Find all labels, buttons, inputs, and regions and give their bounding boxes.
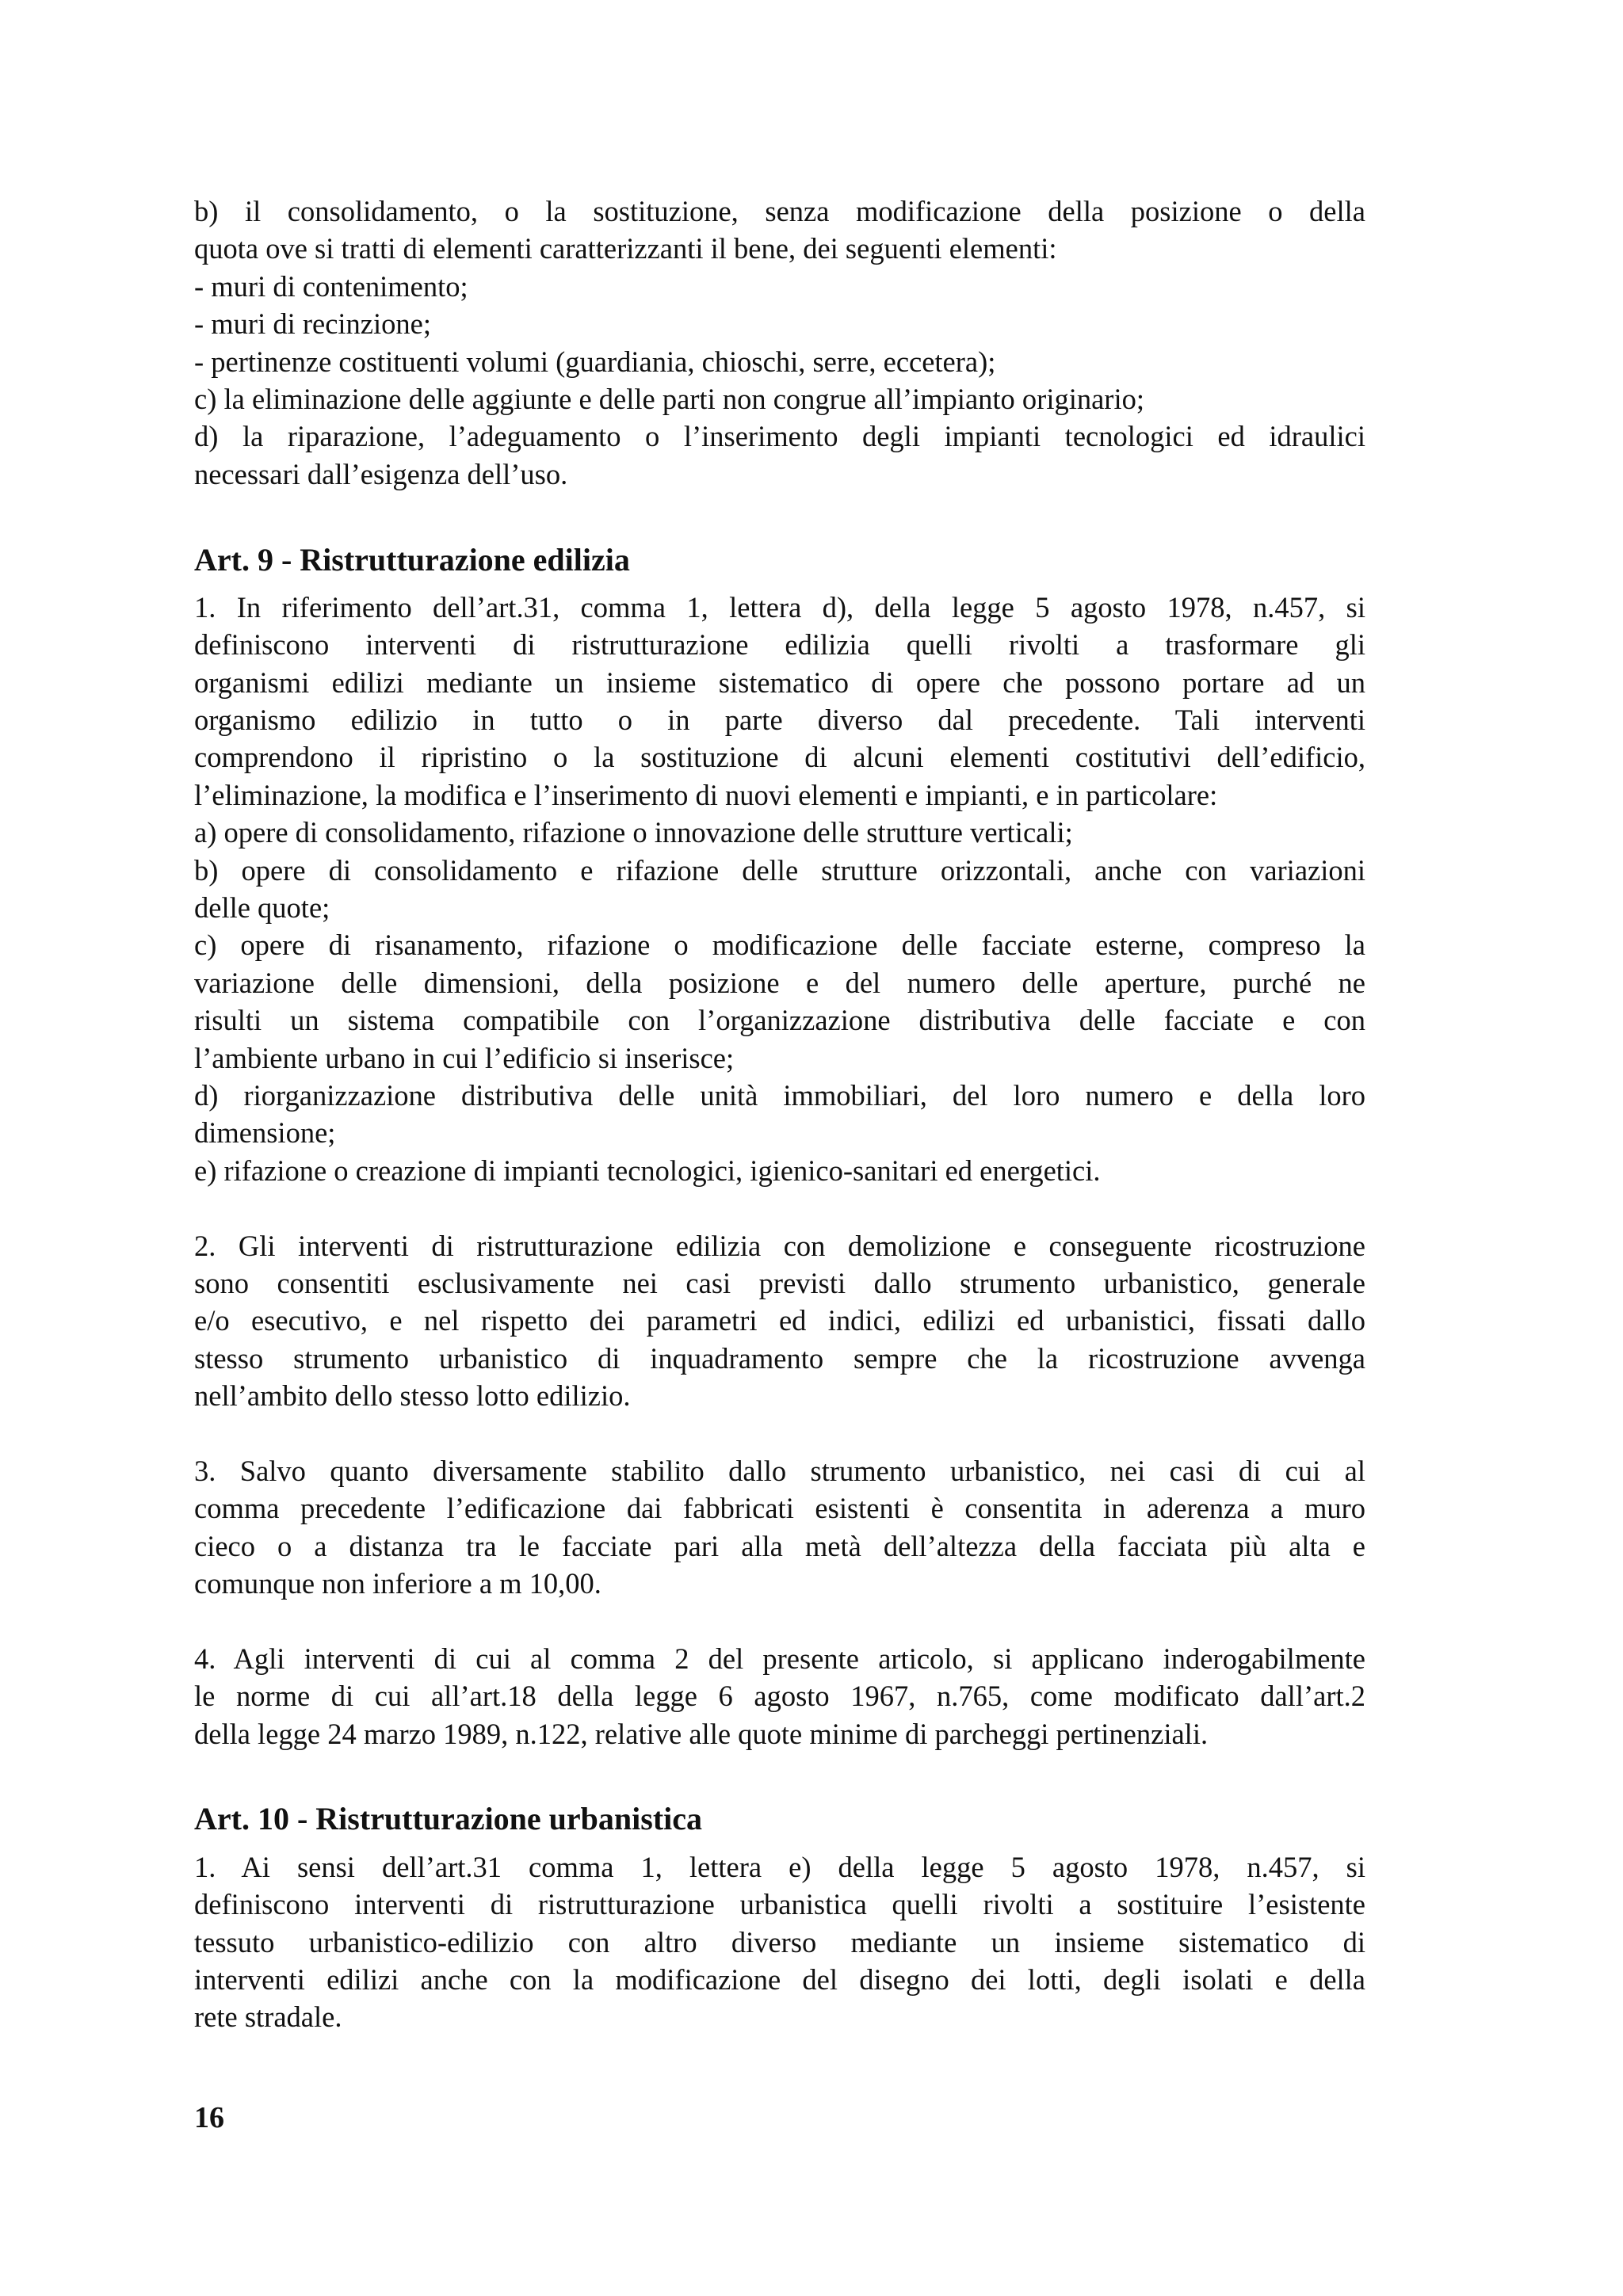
article-9-comma-4 — [194, 1640, 1365, 1753]
text-line: - muri di contenimento; — [194, 269, 468, 303]
text-line: l’eliminazione, la modifica e l’inserimento di nuovi elementi e impianti, e in particolare: — [194, 778, 1218, 811]
text-line: definiscono interventi di ristrutturazione edilizia quelli rivolti a trasformare gli — [194, 628, 1365, 662]
text-line: le norme di cui all’art.18 della legge 6 agosto 1967, n.765, come modificato dall’art.2 — [194, 1680, 1365, 1713]
text-line: organismi edilizi mediante un insieme sistematico di opere che possono portare ad un — [194, 666, 1365, 699]
text-line: a) opere di consolidamento, rifazione o innovazione delle strutture verticali; — [194, 816, 1073, 849]
text-line: sono consentiti esclusivamente nei casi previsti dallo strumento urbanistico, generale — [194, 1266, 1365, 1299]
text-line: della legge 24 marzo 1989, n.122, relative alle quote minime di parcheggi pertinenziali. — [194, 1717, 1209, 1750]
text-line: e/o esecutivo, e nel rispetto dei parametri ed indici, edilizi ed urbanistici, fissati dallo — [194, 1304, 1365, 1337]
text-line: b) opere di consolidamento e rifazione delle strutture orizzontali, anche con variazioni — [194, 853, 1365, 887]
page-number: 16 — [194, 2101, 224, 2134]
article-10-comma-1 — [194, 1848, 1365, 2036]
article-10-heading: Art. 10 - Ristrutturazione urbanistica — [194, 1801, 703, 1837]
text-line: necessari dall’esigenza dell’uso. — [194, 457, 568, 490]
article-9-heading: Art. 9 - Ristrutturazione edilizia — [194, 541, 630, 578]
text-line: interventi edilizi anche con la modificazione del disegno dei lotti, degli isolati e della — [194, 1962, 1365, 1996]
text-line: cieco o a distanza tra le facciate pari alla metà dell’altezza della facciata più alta e — [194, 1529, 1365, 1562]
text-line: comma precedente l’edificazione dai fabbricati esistenti è consentita in aderenza a muro — [194, 1492, 1365, 1525]
text-line: tessuto urbanistico-edilizio con altro diverso mediante un insieme sistematico di — [194, 1925, 1365, 1958]
spacer — [194, 493, 1365, 530]
article-9-comma-2 — [194, 1227, 1365, 1415]
text-line: nell’ambito dello stesso lotto edilizio. — [194, 1379, 631, 1413]
text-line: 1. In riferimento dell’art.31, comma 1, lettera d), della legge 5 agosto 1978, n.457, si — [194, 590, 1365, 624]
text-line: organismo edilizio in tutto o in parte diverso dal precedente. Tali interventi — [194, 704, 1365, 737]
text-line: l’ambiente urbano in cui l’edificio si inserisce; — [194, 1041, 735, 1074]
text-line: - muri di recinzione; — [194, 307, 431, 341]
text-line: d) riorganizzazione distributiva delle unità immobiliari, del loro numero e della loro — [194, 1078, 1365, 1112]
text-line: comunque non inferiore a m 10,00. — [194, 1567, 601, 1600]
text-line: risulti un sistema compatibile con l’organizzazione distributiva delle facciate e con — [194, 1004, 1365, 1037]
text-line: delle quote; — [194, 891, 330, 925]
text-line: definiscono interventi di ristrutturazione urbanistica quelli rivolti a sostituire l’esistente — [194, 1888, 1365, 1921]
text-line: dimensione; — [194, 1116, 336, 1150]
text-line: - pertinenze costituenti volumi (guardiania, chioschi, serre, eccetera); — [194, 345, 996, 378]
text-line: d) la riparazione, l’adeguamento o l’inserimento degli impianti tecnologici ed idraulici — [194, 420, 1365, 453]
article-9-comma-3 — [194, 1452, 1365, 1603]
text-line: quota ove si tratti di elementi caratterizzanti il bene, dei seguenti elementi: — [194, 232, 1057, 265]
article-9-comma-1 — [194, 589, 1365, 1189]
text-line: rete stradale. — [194, 2000, 342, 2034]
text-line: 3. Salvo quanto diversamente stabilito dallo strumento urbanistico, nei casi di cui al — [194, 1454, 1365, 1487]
text-line: 2. Gli interventi di ristrutturazione edilizia con demolizione e conseguente ricostruzione — [194, 1229, 1365, 1262]
page-content — [194, 193, 1365, 2036]
text-line: c) opere di risanamento, rifazione o modificazione delle facciate esterne, compreso la — [194, 929, 1365, 962]
spacer — [194, 1753, 1365, 1790]
spacer — [194, 1415, 1365, 1452]
text-line: variazione delle dimensioni, della posizione e del numero delle aperture, purché ne — [194, 966, 1365, 999]
text-line: e) rifazione o creazione di impianti tecnologici, igienico-sanitari ed energetici. — [194, 1154, 1101, 1187]
text-line: c) la eliminazione delle aggiunte e delle parti non congrue all’impianto originario; — [194, 382, 1144, 415]
text-line: stesso strumento urbanistico di inquadramento sempre che la ricostruzione avvenga — [194, 1341, 1365, 1375]
spacer — [194, 1602, 1365, 1639]
text-line: b) il consolidamento, o la sostituzione, senza modificazione della posizione o della — [194, 195, 1365, 227]
text-line: 1. Ai sensi dell’art.31 comma 1, lettera e) della legge 5 agosto 1978, n.457, si — [194, 1850, 1365, 1883]
text-line: 4. Agli interventi di cui al comma 2 del presente articolo, si applicano inderogabilmente — [194, 1642, 1365, 1675]
paragraph-intro-list — [194, 193, 1365, 493]
spacer — [194, 1189, 1365, 1226]
text-line: comprendono il ripristino o la sostituzione di alcuni elementi costitutivi dell’edificio, — [194, 741, 1365, 774]
